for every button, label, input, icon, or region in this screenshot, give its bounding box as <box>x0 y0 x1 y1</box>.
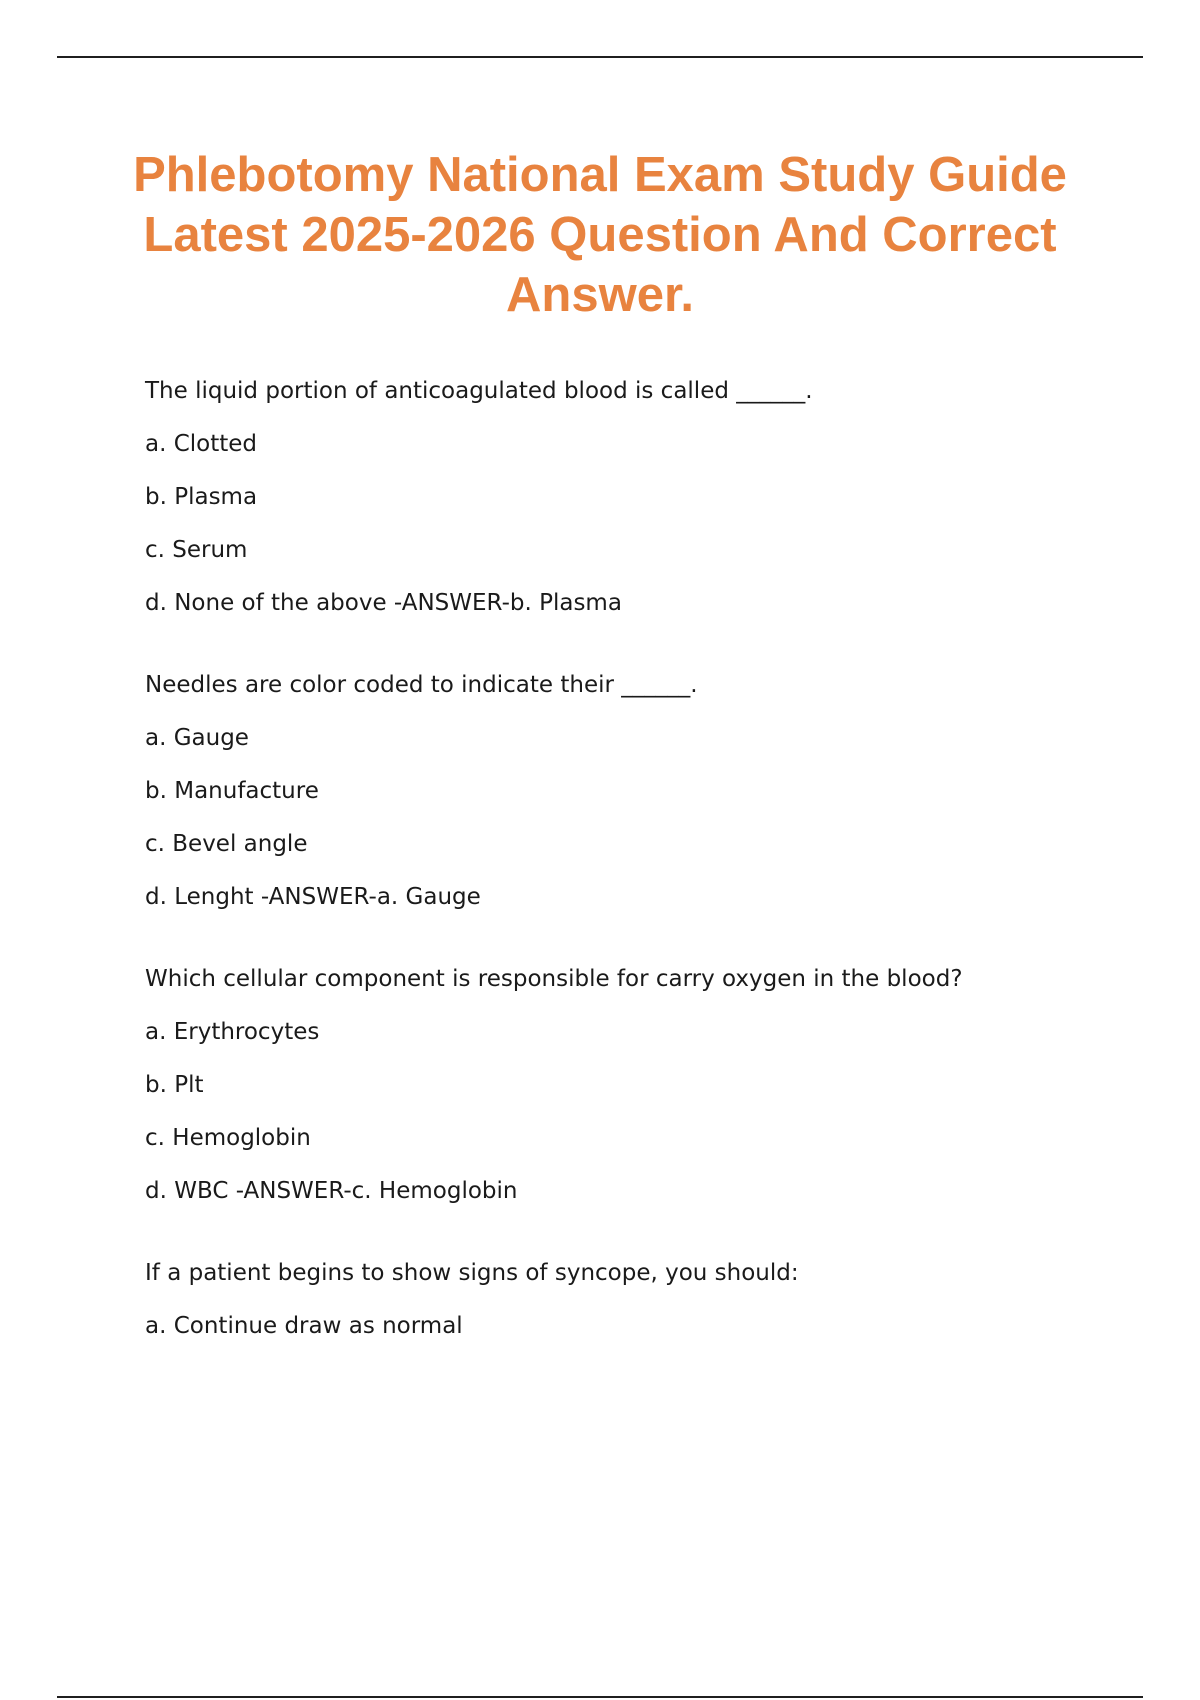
question-text: If a patient begins to show signs of syncope, you should: <box>145 1260 799 1286</box>
top-rule <box>57 56 1143 58</box>
answer-option: a. Gauge <box>145 725 249 751</box>
answer-option: b. Plt <box>145 1072 204 1098</box>
answer-option: a. Continue draw as normal <box>145 1313 463 1339</box>
question-text: The liquid portion of anticoagulated blood is called ______. <box>145 378 813 404</box>
question-block <box>145 378 1125 616</box>
question-block <box>145 672 1125 910</box>
question-text: Needles are color coded to indicate their ______. <box>145 672 698 698</box>
answer-option: b. Plasma <box>145 484 258 510</box>
document-title: Phlebotomy National Exam Study Guide Latest 2025-2026 Question And Correct Answer. <box>133 148 1067 322</box>
answer-option: a. Clotted <box>145 431 258 457</box>
answer-option: c. Bevel angle <box>145 831 308 857</box>
answer-option: d. None of the above -ANSWER-b. Plasma <box>145 590 622 616</box>
answer-option: d. WBC -ANSWER-c. Hemoglobin <box>145 1178 518 1204</box>
answer-option: b. Manufacture <box>145 778 319 804</box>
answer-option: c. Serum <box>145 537 248 563</box>
bottom-rule <box>57 1696 1143 1698</box>
question-list <box>145 378 1125 1395</box>
question-text: Which cellular component is responsible for carry oxygen in the blood? <box>145 966 963 992</box>
answer-option: a. Erythrocytes <box>145 1019 320 1045</box>
question-block <box>145 1260 1125 1339</box>
question-block <box>145 966 1125 1204</box>
answer-option: d. Lenght -ANSWER-a. Gauge <box>145 884 481 910</box>
answer-option: c. Hemoglobin <box>145 1125 311 1151</box>
